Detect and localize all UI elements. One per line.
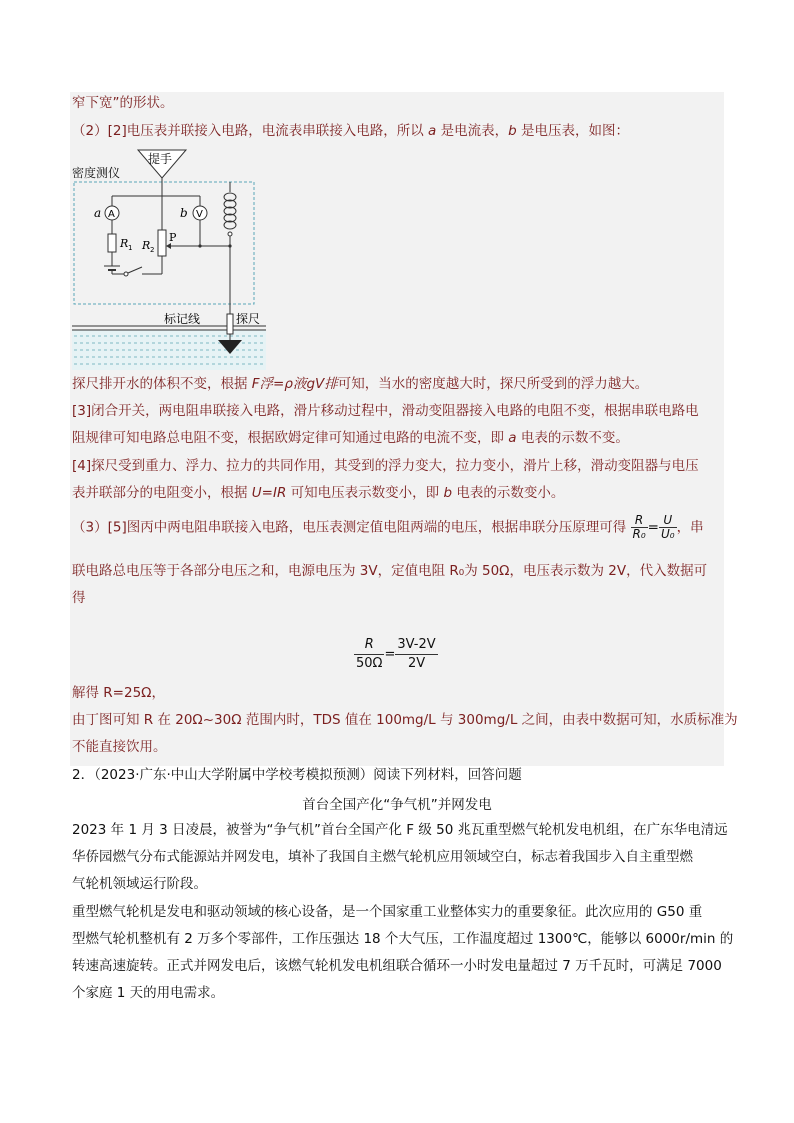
article-p2-line1: 重型燃气轮机是发电和驱动领域的核心设备，是一个国家重工业整体实力的重要象征。此次应用的 G50 重 <box>72 904 703 920</box>
article-p2-line4: 个家庭 1 天的用电需求。 <box>72 985 225 1001</box>
probe-rod <box>227 314 233 334</box>
svg-text:2: 2 <box>150 246 155 254</box>
probe-label: 探尺 <box>236 312 261 326</box>
fraction-r-over-r0: $\frac{R}{\text{R₀}}$ <box>632 513 646 541</box>
resistor-r2 <box>158 230 166 256</box>
answer-line-2: 探尺排开水的体积不变，根据 F浮=ρ液gV排可知，当水的密度越大时，探尺所受到的浮力越大。 <box>72 376 649 392</box>
article-p2-line2: 型燃气轮机整机有 2 万多个零部件，工作压强达 18 个大气压，工作温度超过 1300℃，能够以 6000r/min 的 <box>72 931 734 947</box>
svg-text:R: R <box>142 239 151 252</box>
article-p2-line3: 转速高速旋转。正式并网发电后，该燃气轮机发电机组联合循环一小时发电量超过 7 万千瓦时，可满足 7000 <box>72 958 722 974</box>
answer-line-4: 阻规律可知电路总电阻不变，根据欧姆定律可知通过电路的电流不变，即 a 电表的示数不变。 <box>72 430 629 446</box>
resistor-r1 <box>108 234 116 252</box>
answer-line-5: [4]探尺受到重力、浮力、拉力的共同作用，其受到的浮力变大，拉力变小，滑片上移，滑动变阻器与电压 <box>72 458 699 474</box>
a-label: a <box>94 206 102 220</box>
article-title: 首台全国产化“争气机”并网发电 <box>302 797 492 813</box>
handle-label: 提手 <box>148 152 173 166</box>
svg-text:R: R <box>120 237 129 250</box>
answer-line-11: 由丁图可知 R 在 20Ω~30Ω 范围内时，TDS 值在 100mg/L 与 300mg/L 之间，由表中数据可知，水质标准为 <box>72 712 738 728</box>
answer-line-0: 窄下宽”的形状。 <box>72 95 174 111</box>
fraction-u-over-u0: $\frac{U}{\text{U₀}}$ <box>660 513 675 541</box>
article-p1-line3: 气轮机领域运行阶段。 <box>72 876 207 892</box>
answer-line-8: 联电路总电压等于各部分电压之和，电源电压为 3V，定值电阻 R₀为 50Ω，电压表示数为 2V，代入数据可 <box>72 563 708 579</box>
device-label: 密度测仪 <box>72 166 121 180</box>
article-p1-line1: 2023 年 1 月 3 日凌晨，被誉为“争气机”首台全国产化 F 级 50 兆瓦重型燃气轮机发电机组，在广东华电清远 <box>72 822 728 838</box>
answer-line-6: 表并联部分的电阻变小，根据 U=IR 可知电压表示数变小，即 b 电表的示数变小。 <box>72 485 565 501</box>
question-intro: 2．（2023·广东·中山大学附属中学校考模拟预测）阅读下列材料，回答问题 <box>72 767 522 783</box>
answer-line-1: （2）[2]电压表并联接入电路，电流表串联接入电路，所以 a 是电流表，b 是电压表，如图： <box>72 123 629 139</box>
svg-text:1: 1 <box>128 244 133 252</box>
slider-p-label: P <box>169 231 177 244</box>
svg-text:A: A <box>108 209 115 220</box>
answer-line-7: （3）[5]图丙中两电阻串联接入电路，电压表测定值电阻两端的电压，根据串联分压原理可得 $\frac{R}{\text{R₀}}$ = $\frac{U}{\text{U₀}}$ ，串 <box>72 513 704 541</box>
spring <box>224 193 236 229</box>
density-meter-circuit-figure <box>72 148 266 370</box>
answer-line-3: [3]闭合开关，两电阻串联接入电路，滑片移动过程中，滑动变阻器接入电路的电阻不变，根据串联电路电 <box>72 403 699 419</box>
switch <box>124 272 128 276</box>
svg-text:V: V <box>196 209 203 220</box>
answer-line-9: 得 <box>72 590 86 606</box>
mark-line-label: 标记线 <box>164 312 201 326</box>
answer-line-10: 解得 R=25Ω， <box>72 685 165 701</box>
answer-line-12: 不能直接饮用。 <box>72 739 167 755</box>
solution-equation: $\frac{R}{50\Omega}$ = $\frac{3V-2V}{2V}$ <box>356 637 436 671</box>
article-p1-line2: 华侨园燃气分布式能源站并网发电，填补了我国自主燃气轮机应用领域空白，标志着我国步入自主重型燃 <box>72 849 693 865</box>
b-label: b <box>180 206 188 220</box>
water-area <box>72 330 266 370</box>
